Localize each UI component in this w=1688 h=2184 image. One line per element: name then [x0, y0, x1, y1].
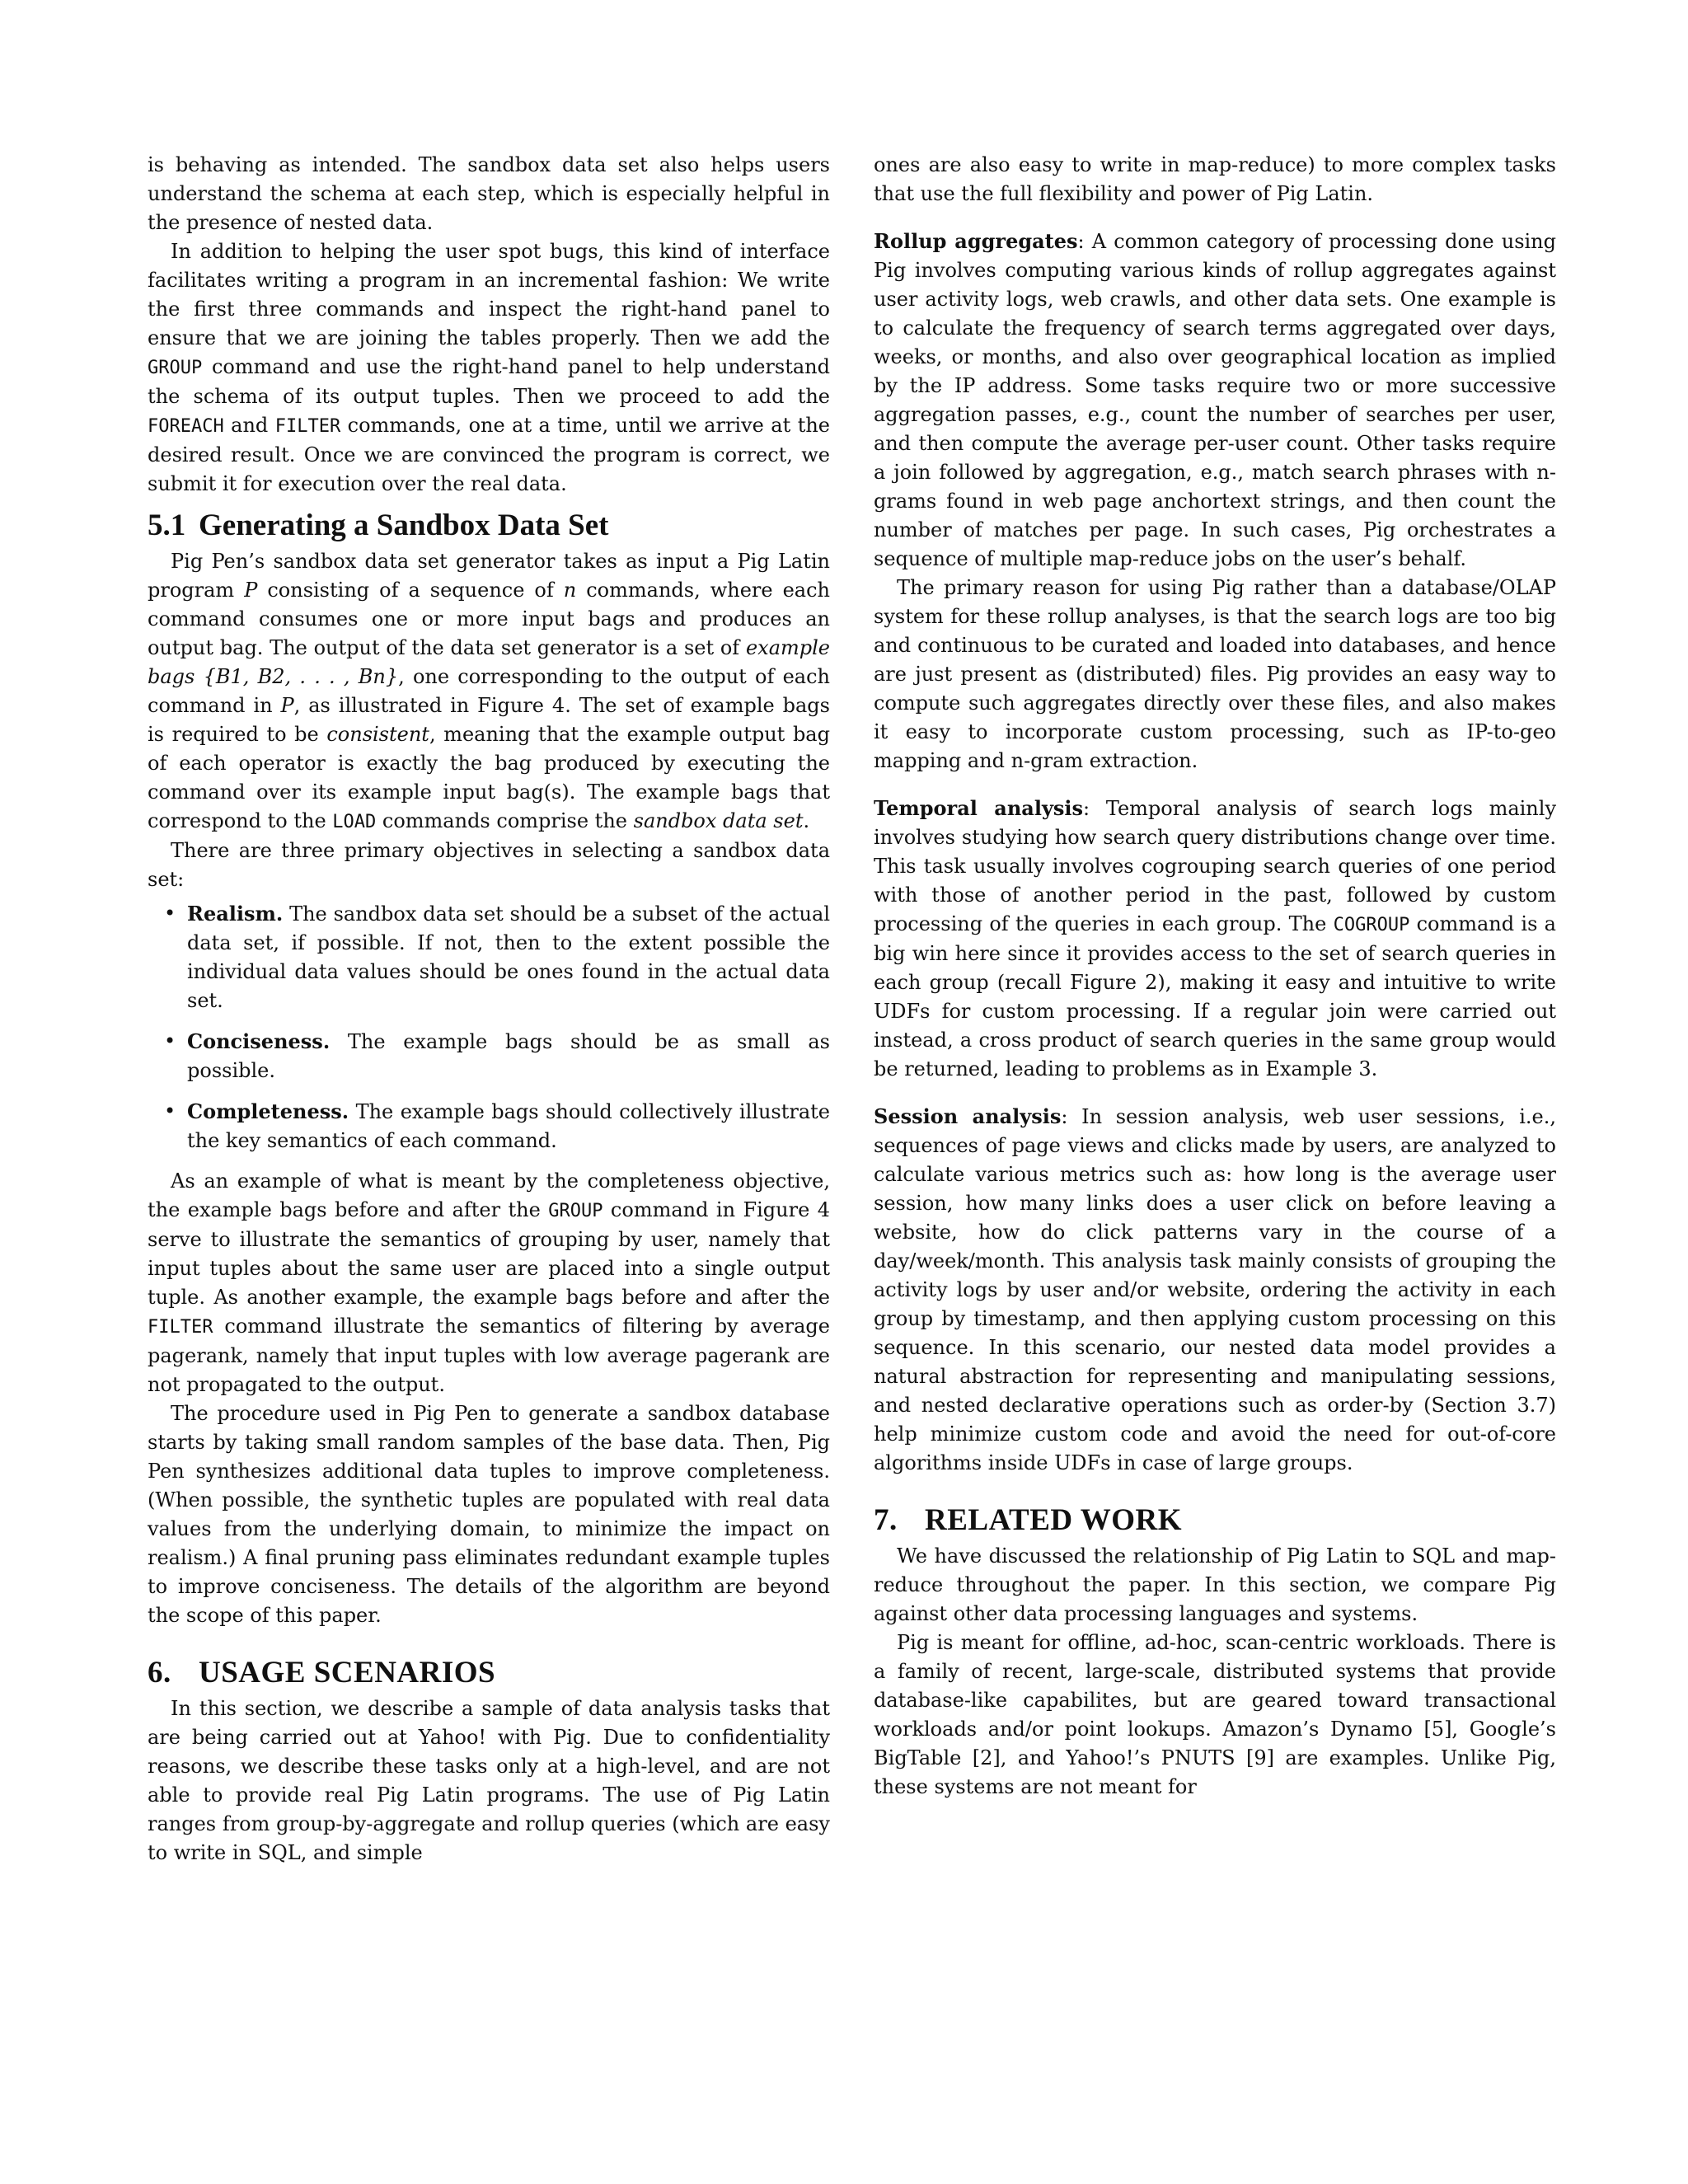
paragraph-related-1: We have discussed the relationship of Pig Latin to SQL and map-reduce throughout the paper. In this section, we compare Pig against other data processing languages and systems. [874, 1544, 1556, 1625]
paragraph-usage: In this section, we describe a sample of data analysis tasks that are being carried out at Yahoo! with Pig. Due to confidentiality reasons, we describe these tasks only at a high-level, and are not able to provide real Pig Latin programs. The use of Pig Latin ranges from group-by-aggregate and rollup queries (which are easy to write in SQL, and simple [148, 1697, 830, 1864]
math-example-bag-set: {B1, B2, . . . , Bn} [203, 665, 399, 688]
objectives-list [148, 899, 830, 1155]
right-column [874, 151, 1556, 1802]
paragraph-rollup-reason: The primary reason for using Pig rather than a database/OLAP system for these rollup analyses, is that the search logs are too big and continuous to be curated and loaded into databases, and hence are just present as (distributed) files. Pig provides an easy way to compute such aggregates directly over these files, and also makes it easy to incorporate custom processing, such as IP-to-geo mapping and n-gram extraction. [874, 576, 1556, 772]
section-6-heading: 6. USAGE SCENARIOS [148, 1656, 496, 1690]
paragraph-procedure: The procedure used in Pig Pen to generate a sandbox database starts by taking small random samples of the base data. Then, Pig Pen synthesizes additional data tuples to improve completeness. (When possible, the synthetic tuples are populated with real data values from the underlying domain, to minimize the impact on realism.) A final pruning pass eliminates redundant example tuples to improve conciseness. The details of the algorithm are beyond the scope of this paper. [148, 1402, 830, 1627]
paragraph-incremental: In addition to helping the user spot bugs, this kind of interface facilitates writing a program in an incremental fashion: We write the first three commands and inspect the right-hand panel to ensure that we are joining the tables properly. Then we add the GROUP command and use the right-hand panel to help understand the schema of its output tuples. Then we proceed to add the FOREACH and FILTER commands, one at a time, until we arrive at the desired result. Once we are convinced the program is correct, we submit it for execution over the real data. [148, 240, 830, 495]
paragraph-usage-continued: ones are also easy to write in map-reduce) to more complex tasks that use the full flexibility and power of Pig Latin. [874, 153, 1556, 205]
paragraph-completeness: As an example of what is meant by the completeness objective, the example bags before and after the GROUP command in Figure 4 serve to illustrate the semantics of grouping by user, namely that input tuples about the same user are placed into a single output tuple. As another example, the example bags before and after the FILTER command illustrate the semantics of filtering by average pagerank, namely that input tuples with low average pagerank are not propagated to the output. [148, 1169, 830, 1396]
paragraph-temporal: Temporal analysis: Temporal analysis of search logs mainly involves studying how search query distributions change over time. This task usually involves cogrouping search queries of one period with those of another period in the past, followed by custom processing of the queries in each group. The COGROUP command is a big win here since it provides access to the set of search queries in each group (recall Figure 2), making it easy and intuitive to write UDFs for custom processing. If a regular join were carried out instead, a cross product of search queries in the same group would be returned, leading to problems as in Example 3. [874, 796, 1557, 1080]
section-5-1-heading: 5.1 Generating a Sandbox Data Set [148, 509, 609, 542]
code-group: GROUP [148, 358, 203, 378]
code-load: LOAD [332, 812, 377, 832]
paragraph-related-2: Pig is meant for offline, ad-hoc, scan-centric workloads. There is a family of recent, large-scale, distributed systems that provide database-like capabilites, but are geared toward transactional workloads and/or point lookups. Amazon’s Dynamo [5], Google’s BigTable [2], and Yahoo!’s PNUTS [9] are examples. Unlike Pig, these systems are not meant for [874, 1631, 1556, 1798]
code-cogroup: COGROUP [1333, 915, 1410, 935]
rollup-label: Rollup aggregates [874, 229, 1078, 253]
list-item: • Completeness. The example bags should collectively illustrate the key semantics of each command. [148, 1097, 830, 1155]
list-item: • Realism. The sandbox data set should be a subset of the actual data set, if possible. If not, then to the extent possible the individual data values should be ones found in the actual data set. [148, 899, 830, 1015]
code-foreach: FOREACH [148, 416, 224, 437]
session-label: Session analysis [874, 1104, 1062, 1128]
list-item: • Conciseness. The example bags should be as small as possible. [148, 1027, 830, 1085]
paragraph-objectives: There are three primary objectives in selecting a sandbox data set: [148, 839, 830, 891]
code-filter: FILTER [274, 416, 341, 437]
paragraph-intro-continued: is behaving as intended. The sandbox data set also helps users understand the schema at each step, which is especially helpful in the presence of nested data. [148, 153, 830, 234]
code-group: GROUP [548, 1201, 603, 1221]
paragraph-session: Session analysis: In session analysis, web user sessions, i.e., sequences of page views and clicks made by users, are analyzed to calculate various metrics such as: how long is the average user session, how many links does a user click on before leaving a website, how do click patterns vary in the course of a day/week/month. This analysis task mainly consists of grouping the activity logs by user and/or website, ordering the activity in each group by timestamp, and then applying custom processing on this sequence. In this scenario, our nested data model provides a natural abstraction for representing and manipulating sessions, and nested declarative operations such as order-by (Section 3.7) help minimize custom code and avoid the need for out-of-core algorithms inside UDFs in case of large groups. [874, 1104, 1556, 1474]
paragraph-rollup: Rollup aggregates: A common category of processing done using Pig involves computing various kinds of rollup aggregates against user activity logs, web crawls, and other data sets. One example is to calculate the frequency of search terms aggregated over days, weeks, or months, and also over geographical location as implied by the IP address. Some tasks require two or more successive aggregation passes, e.g., count the number of searches per user, and then compute the average per-user count. Other tasks require a join followed by aggregation, e.g., match search phrases with n-grams found in web page anchortext strings, and then count the number of matches per page. In such cases, Pig orchestrates a sequence of multiple map-reduce jobs on the user’s behalf. [874, 229, 1556, 570]
code-filter: FILTER [148, 1317, 213, 1338]
section-7-heading: 7. RELATED WORK [874, 1503, 1182, 1537]
temporal-label: Temporal analysis [874, 796, 1084, 820]
left-column [148, 151, 830, 1868]
paragraph-generator: Pig Pen’s sandbox data set generator takes as input a Pig Latin program P consisting of a sequence of n commands, where each command consumes one or more input bags and produces an output bag. The output of the data set generator is a set of example bags {B1, B2, . . . , Bn}, one corresponding to the output of each command in P, as illustrated in Figure 4. The set of example bags is required to be consistent, meaning that the example output bag of each operator is exactly the bag produced by executing the command over its example input bag(s). The example bags that correspond to the LOAD commands comprise the sandbox data set. [148, 550, 831, 832]
